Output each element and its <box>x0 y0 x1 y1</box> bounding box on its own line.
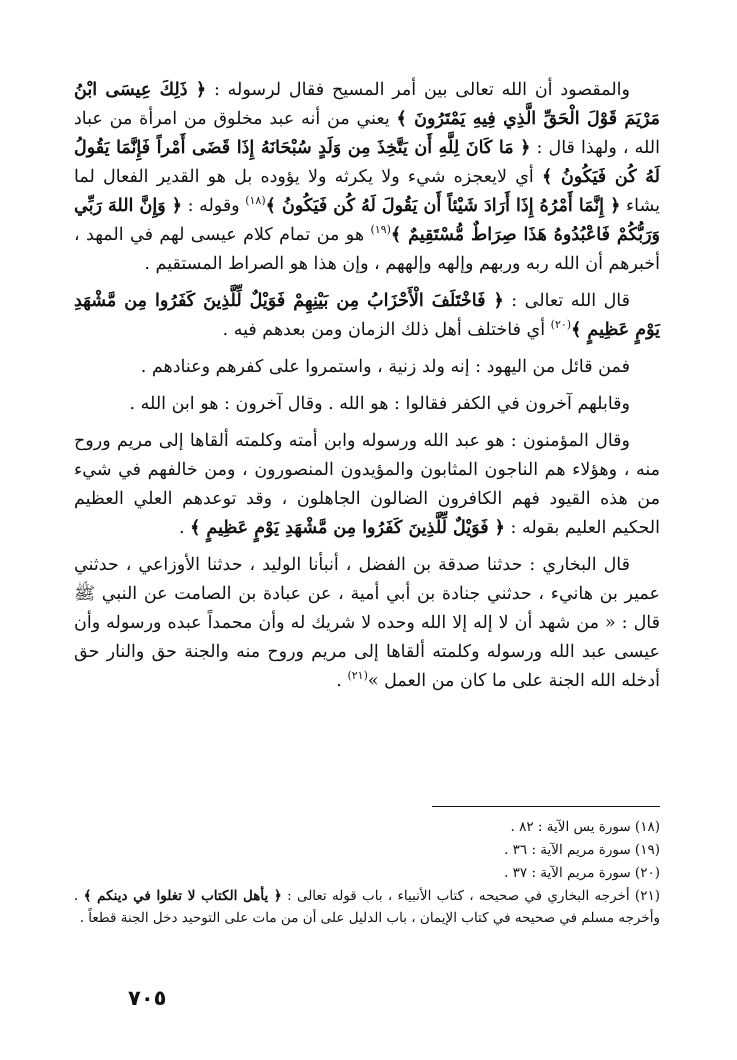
quran-verse-6: ﴿ فَوَيْلٌ لِّلَّذِينَ كَفَرُوا مِن مَّشْهَدِ يَوْمٍ عَظِيمٍ ﴾ <box>190 518 505 538</box>
main-text <box>74 76 660 704</box>
paragraph-4 <box>74 390 660 419</box>
footnote-19: (١٩) سورة مريم الآية : ٣٦ . <box>504 842 660 858</box>
paragraph-1-end: هو من تمام كلام عيسى لهم في المهد ، أخبرهم أن الله ربه وربهم وإلهه وإلههم ، وإن هذا هو الصراط المستقيم . <box>74 225 660 274</box>
paragraph-2-intro: قال الله تعالى : <box>503 291 630 311</box>
paragraph-1-mid-1: يعني من أنه عبد مخلوق من امرأة من عباد الله ، ولهذا قال : <box>74 109 660 158</box>
paragraph-6-end: . <box>336 671 348 691</box>
paragraph-4-text: وقابلهم آخرون في الكفر فقالوا : هو الله . وقال آخرون : هو ابن الله . <box>129 394 630 414</box>
quran-verse-4: ﴿ وَإِنَّ اللهَ رَبِّي وَرَبُّكُمْ فَاعْبُدُوهُ هَذَا صِرَاطٌ مُّسْتَقِيمٌ ﴾ <box>74 196 660 245</box>
paragraph-5-text: وقال المؤمنون : هو عبد الله ورسوله وابن أمته وكلمته ألقاها إلى مريم وروح منه ، وهؤلاء هم الناجون المثابون والمؤيدون المنصورون ، ومن خالفهم في شيء من هذه القيود فهم الكافرون الضالون الجاهلون ، وقد توعدهم العلي العظيم الحكيم العليم بقوله : <box>74 431 660 538</box>
paragraph-3 <box>74 353 660 382</box>
page-number: ٧٠٥ <box>128 986 167 1010</box>
paragraph-1-mid-2: أي لايعجزه شيء ولا يكرثه ولا يؤوده بل هو القدير الفعال لما يشاء <box>74 167 660 216</box>
paragraph-3-text: فمن قائل من اليهود : إنه ولد زنية ، واستمروا على كفرهم وعنادهم . <box>140 357 630 377</box>
footnotes <box>74 816 660 929</box>
quran-verse-2: ﴿ مَا كَانَ لِلَّهِ أَن يَتَّخِذَ مِن وَلَدٍ سُبْحَانَهُ إِذَا قَضَى أَمْراً فَإِنَّمَا يَقُولُ لَهُ كُن فَيَكُونُ ﴾ <box>74 138 660 187</box>
footnote-20: (٢٠) سورة مريم الآية : ٣٧ . <box>504 865 660 881</box>
footnote-21-verse: ﴿ يأهل الكتاب لا تغلوا في دينكم ﴾ <box>83 888 282 904</box>
footnote-21-end: . وأخرجه مسلم في صحيحه في كتاب الإيمان ، باب الدليل على أن من مات على التوحيد دخل الجنة قطعاً . <box>74 888 660 926</box>
quran-verse-5: ﴿ فَاخْتَلَفَ الْأَحْزَابُ مِن بَيْنِهِمْ فَوَيْلٌ لِّلَّذِينَ كَفَرُوا مِن مَّشْهَدِ يَوْمٍ عَظِيمٍ ﴾ <box>74 291 660 340</box>
paragraph-1-intro: والمقصود أن الله تعالى بين أمر المسيح فقال لرسوله : <box>206 80 630 100</box>
paragraph-2-end: أي فاختلف أهل ذلك الزمان ومن بعدهم فيه . <box>222 320 551 340</box>
paragraph-1 <box>74 76 660 279</box>
paragraph-1-mid-3: وقوله : <box>182 196 246 216</box>
paragraph-6 <box>74 551 660 696</box>
footnote-18: (١٨) سورة يس الآية : ٨٢ . <box>510 819 660 835</box>
footnote-21-intro: (٢١) أخرجه البخاري في صحيحه ، كتاب الأنبياء ، باب قوله تعالى : <box>281 888 660 904</box>
footnote-divider <box>432 806 660 807</box>
paragraph-5-end: . <box>178 518 191 538</box>
footnote-ref-21: (٢١) <box>347 669 368 683</box>
quran-verse-1: ﴿ ذَلِكَ عِيسَى ابْنُ مَرْيَمَ قَوْلَ الْحَقِّ الَّذِي فِيهِ يَمْتَرُونَ ﴾ <box>74 80 660 129</box>
paragraph-6-text: قال البخاري : حدثنا صدقة بن الفضل ، أنبأنا الوليد ، حدثنا الأوزاعي ، حدثني عمير بن هانيء ، حدثني جنادة بن أبي أمية ، عن عبادة بن الصامت عن النبي ﷺ قال : « من شهد أن لا إله إلا الله وحده لا شريك له وأن محمداً عبده ورسوله وأن عيسى عبد الله ورسوله وكلمته ألقاها إلى مريم وروح منه والجنة حق والنار حق أدخله الله الجنة على ما كان من العمل » <box>74 555 660 691</box>
footnote-ref-20: (٢٠) <box>550 318 572 332</box>
paragraph-2 <box>74 287 660 345</box>
footnote-21 <box>74 885 660 929</box>
paragraph-5 <box>74 427 660 543</box>
quran-verse-3: ﴿ إِنَّمَا أَمْرُهُ إِذَا أَرَادَ شَيْئاً أَن يَقُولَ لَهُ كُن فَيَكُونُ ﴾ <box>265 196 621 216</box>
footnote-ref-18: (١٨) <box>245 194 266 208</box>
footnote-ref-19: (١٩) <box>370 223 391 237</box>
